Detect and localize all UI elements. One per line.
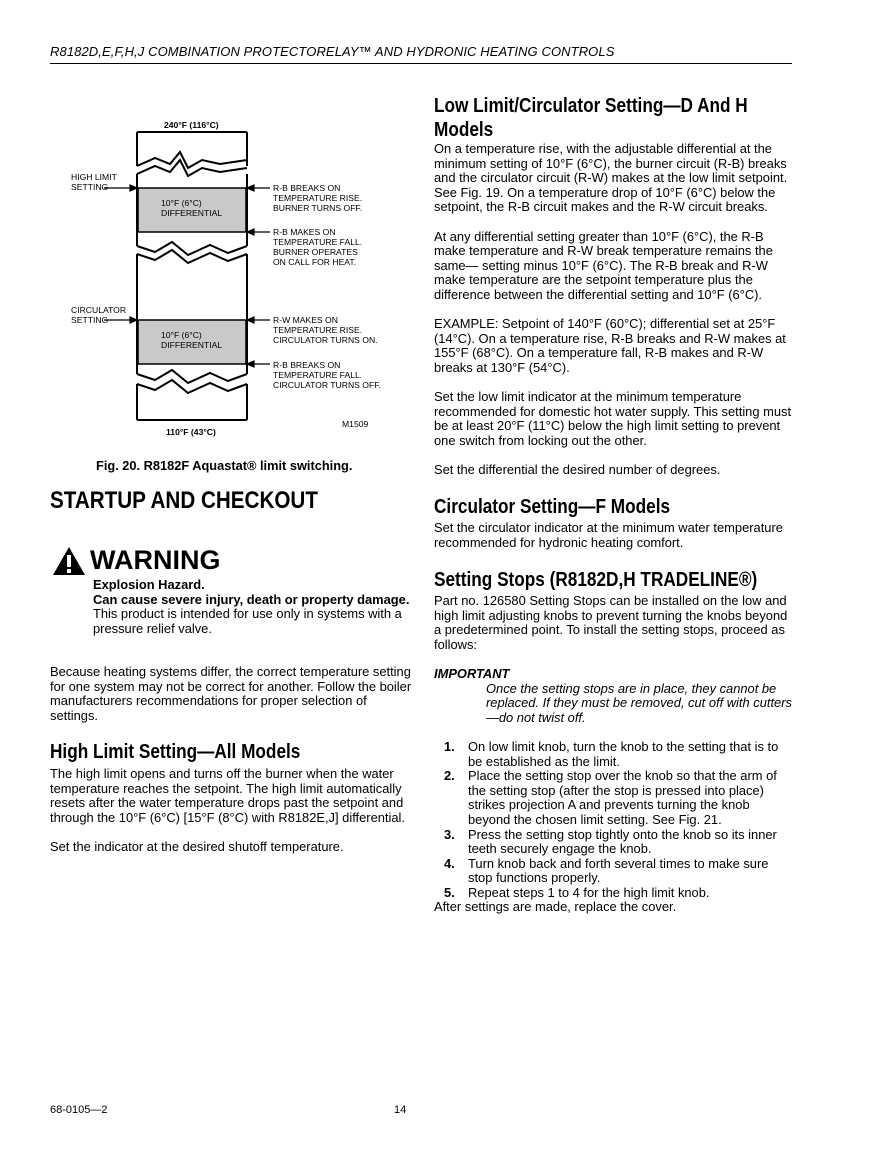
paragraph: On a temperature rise, with the adjustable differential at the minimum setting of 10°F (6°C), the burner circuit (R-B) breaks and the circulator circuit (R-W) makes at the low limit setpoint. See Fig. 19. On a temperature drop of 10°F (6°C) below the setpoint, the R-B circuit makes and the R-W circuit breaks. — [434, 141, 788, 215]
setting-stops-heading: Setting Stops (R8182D,H TRADELINE®) — [434, 569, 758, 591]
note-rw-makes-rise-1: R-W MAKES ON — [273, 315, 338, 325]
list-item — [434, 740, 794, 769]
header-rule — [50, 63, 792, 64]
high-limit-label-2: SETTING — [71, 182, 109, 192]
warning-body — [93, 578, 411, 636]
step-number: 4. — [444, 855, 455, 871]
note-rb-breaks-fall-2: TEMPERATURE FALL. — [273, 370, 363, 380]
circulator-label-1: CIRCULATOR — [71, 305, 127, 315]
paragraph: Part no. 126580 Setting Stops can be installed on the low and high limit adjusting knobs to prevent turning the knobs beyond a predetermined point. To install the setting stops, proceed as follows: — [434, 593, 788, 652]
step-number: 2. — [444, 768, 455, 784]
step-text: Repeat steps 1 to 4 for the high limit knob. — [468, 884, 710, 900]
step-text: Turn knob back and forth several times to make sure stop functions properly. — [468, 855, 769, 886]
low-limit-heading-line-1: Low Limit/Circulator Setting—D And H — [434, 95, 748, 117]
paragraph: Set the low limit indicator at the minimum temperature recommended for domestic hot water supply. This setting must be at least 20°F (11°C) below the high limit setting to prevent one switch from locking out the other. — [434, 389, 792, 448]
setting-stops-body — [434, 594, 794, 915]
low-limit-heading-line-2: Models — [434, 119, 494, 141]
paragraph: EXAMPLE: Setpoint of 140°F (60°C); differential set at 25°F (14°C). On a temperature rise, R-B breaks and R-W makes at 155°F (68°C). On a temperature fall, R-B makes and R-W breaks at 130°F (54°C). — [434, 316, 786, 375]
paragraph: Set the differential the desired number of degrees. — [434, 462, 721, 478]
list-item — [434, 886, 794, 901]
steps-list — [434, 740, 794, 901]
step-number: 1. — [444, 738, 455, 754]
note-rw-makes-rise-3: CIRCULATOR TURNS ON. — [273, 335, 378, 345]
paragraph: Set the circulator indicator at the minimum water temperature recommended for hydronic heating comfort. — [434, 520, 783, 550]
after-settings: After settings are made, replace the cover. — [434, 899, 677, 915]
warning-line-2: Can cause severe injury, death or property damage. — [93, 591, 410, 607]
note-rb-makes-fall-2: TEMPERATURE FALL. — [273, 237, 363, 247]
step-text: Press the setting stop tightly onto the knob so its inner teeth securely engage the knob. — [468, 826, 777, 857]
note-rb-makes-fall-3: BURNER OPERATES — [273, 247, 358, 257]
step-number: 3. — [444, 826, 455, 842]
diff-top-label-1: 10°F (6°C) — [161, 198, 202, 208]
paragraph: Set the indicator at the desired shutoff temperature. — [50, 838, 344, 854]
startup-heading: STARTUP AND CHECKOUT — [50, 487, 318, 514]
bottom-temp-label: 110°F (43°C) — [166, 427, 216, 437]
diff-bottom-label-1: 10°F (6°C) — [161, 330, 202, 340]
paragraph: Because heating systems differ, the correct temperature setting for one system may not be correct for another. Follow the boiler manufacturers recommendations for proper selection of settings. — [50, 664, 412, 723]
note-rb-makes-fall-1: R-B MAKES ON — [273, 227, 336, 237]
diff-top-label-2: DIFFERENTIAL — [161, 208, 223, 218]
note-rb-makes-fall-4: ON CALL FOR HEAT. — [273, 257, 357, 267]
paragraph: At any differential setting greater than 10°F (6°C), the R-B make temperature and R-W break temperature remains the same— setting minus 10°F (6°C). The R-B break and R-W make temperature are the setpoint temperature plus the difference between the differential setting and 10°F (6°C). — [434, 228, 773, 302]
step-text: Place the setting stop over the knob so that the arm of the setting stop (after the stop is pressed into place) strikes projection A and prevents turning the knob beyond the chosen limit setting. See Fig. 21. — [468, 768, 777, 827]
figure-code: M1509 — [342, 419, 369, 429]
note-rb-breaks-rise-1: R-B BREAKS ON — [273, 183, 341, 193]
note-rb-breaks-fall-3: CIRCULATOR TURNS OFF. — [273, 380, 381, 390]
running-header: R8182D,E,F,H,J COMBINATION PROTECTORELAY™ AND HYDRONIC HEATING CONTROLS — [50, 44, 615, 59]
warning-line-1: Explosion Hazard. — [93, 577, 205, 592]
list-item — [434, 769, 794, 827]
warning-title — [52, 545, 221, 576]
note-rb-breaks-fall-1: R-B BREAKS ON — [273, 360, 341, 370]
document-number: 68-0105—2 — [50, 1104, 108, 1116]
list-item — [434, 828, 794, 857]
high-limit-label-1: HIGH LIMIT — [71, 172, 117, 182]
circulator-label-2: SETTING — [71, 315, 109, 325]
list-item — [434, 857, 794, 886]
limit-switching-diagram — [60, 112, 400, 442]
paragraph: The high limit opens and turns off the burner when the water temperature reaches the setpoint. The high limit automatically resets after the water temperature drops past the setpoint and through the 10°F (6°C) [15°F (8°C) with R8182E,J] differential. — [50, 766, 405, 825]
low-limit-body — [434, 142, 794, 478]
important-text: Once the setting stops are in place, they cannot be replaced. If they must be removed, cut off with cutters—do not twist off. — [486, 680, 792, 725]
high-limit-heading: High Limit Setting—All Models — [50, 741, 301, 763]
important-label: IMPORTANT — [434, 665, 510, 681]
note-rb-breaks-rise-3: BURNER TURNS OFF. — [273, 203, 363, 213]
step-number: 5. — [444, 884, 455, 900]
top-temp-label: 240°F (116°C) — [164, 120, 219, 130]
page-number: 14 — [394, 1104, 407, 1116]
para-heating-systems — [50, 665, 412, 723]
para-high-limit — [50, 767, 412, 855]
step-text: On low limit knob, turn the knob to the setting that is to be established as the limit. — [468, 738, 779, 769]
figure-caption: Fig. 20. R8182F Aquastat® limit switching. — [96, 458, 353, 473]
warning-line-3: This product is intended for use only in systems with a pressure relief valve. — [93, 606, 402, 636]
note-rb-breaks-rise-2: TEMPERATURE RISE. — [273, 193, 363, 203]
diff-bottom-label-2: DIFFERENTIAL — [161, 340, 223, 350]
note-rw-makes-rise-2: TEMPERATURE RISE. — [273, 325, 363, 335]
warning-icon — [52, 546, 86, 576]
circulator-heading: Circulator Setting—F Models — [434, 496, 671, 518]
circulator-body — [434, 521, 794, 550]
warning-label: WARNING — [90, 545, 221, 575]
